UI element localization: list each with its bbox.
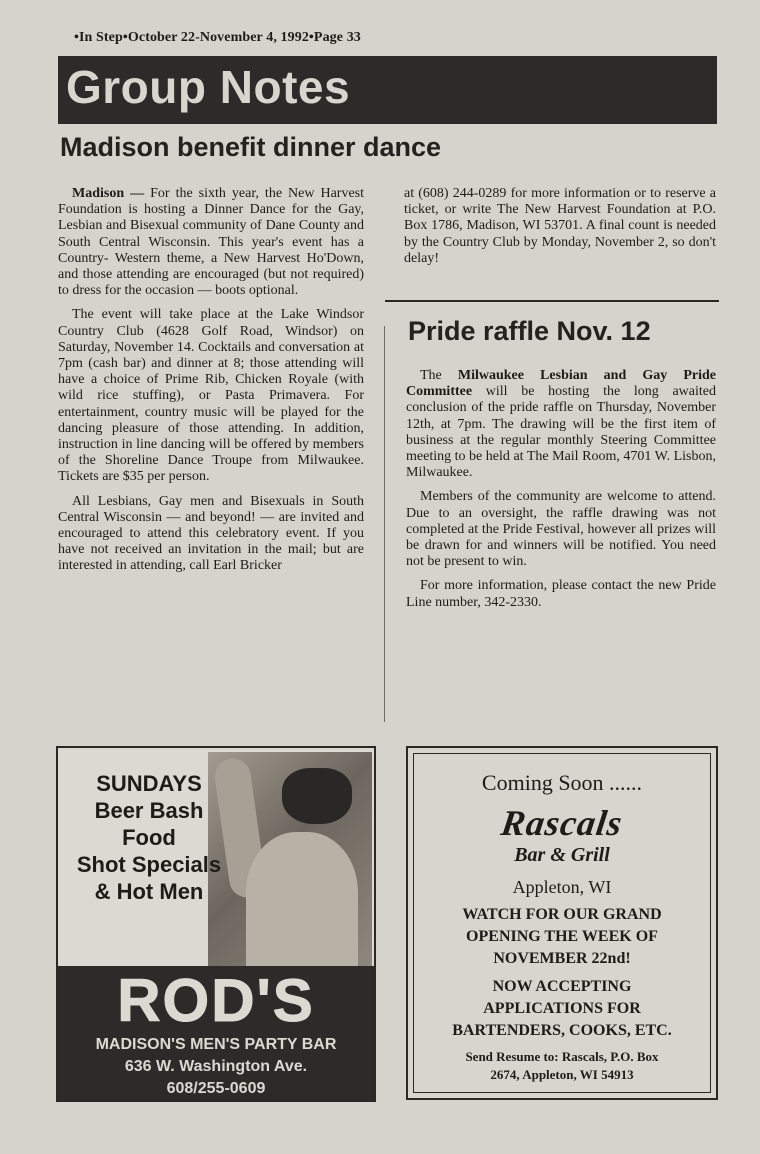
ad-rods-promo-lines [64,770,234,905]
notice-line: NOW ACCEPTING [492,978,632,995]
column-divider [384,326,385,722]
notice-line: NOVEMBER 22nd! [493,950,631,967]
article-headline-madison: Madison benefit dinner dance [60,132,442,162]
rascals-subtitle: Bar & Grill [514,844,610,866]
horizontal-rule [385,300,719,302]
resume-line: 2674, Appleton, WI 54913 [490,1067,634,1082]
article-madison-continued [404,186,716,275]
photo-torso-shape [246,832,358,966]
article-headline-pride-raffle: Pride raffle Nov. 12 [408,316,651,346]
notice-line: BARTENDERS, COOKS, ETC. [452,1022,672,1039]
bar-tagline: MADISON'S MEN'S PARTY BAR [95,1036,337,1053]
bar-address: 636 W. Washington Ave. [124,1058,308,1075]
resume-address [414,1048,710,1084]
section-title: Group Notes [66,61,351,113]
raffle-p1-lead: The [420,368,442,383]
resume-line: Send Resume to: Rascals, P.O. Box [465,1049,659,1064]
notice-line: WATCH FOR OUR GRAND [462,906,662,923]
raffle-p1-rest: will be hosting the long awaited conclusion of the pride raffle on Thursday, November 12th, at 7pm. The drawing will be the first item of business at the regular monthly Steering Committee meeting to be held at The Mail Room, 4701 W. Lisbon, Milwaukee. [406,384,717,481]
notice-line: APPLICATIONS FOR [483,1000,641,1017]
bar-name: ROD'S [117,967,315,1034]
ad-rods [56,746,376,1102]
article-madison-paragraph-4: at (608) 244-0289 for more information or to reserve a ticket, or write The New Harvest Foundation at P.O. Box 1786, Madison, WI 53701. A final count is needed by the Country Club by Monday, November 2, so don't delay! [404,186,716,266]
rascals-logo: Rascals [498,803,626,843]
dateline: Madison — [72,186,145,201]
article-madison-p1-text: For the sixth year, the New Harvest Foundation is hosting a Dinner Dance for the Gay, Lesbian and Bisexual community of Dane County and South Central Wisconsin. This year's event has a Country- Western theme, a New Harvest Ho'Down, and those attending are encouraged (but not required) to dress for the occasion — boots optional. [58,186,364,299]
grand-opening-notice [414,904,710,970]
article-madison-paragraph-2: The event will take place at the Lake Windsor Country Club (4628 Golf Road, Windsor) on Saturday, November 14. Cocktails and conversation at 7pm (cash bar) and dinner at 8; those attending will have a choice of Prime Rib, Chicken Royale (with wild rice stuffing), or Pasta Primavera. For entertainment, country music will be played for the dancing pleasure of those attending. In addition, instruction in line dancing will be offered by members of the Shoreline Dance Troupe from Milwaukee. Tickets are $35 per person. [58,307,364,485]
ad-rascals [406,746,718,1100]
hiring-notice [414,976,710,1042]
promo-line: SUNDAYS [96,771,202,796]
ad-rascals-inner-frame [413,753,711,1093]
notice-line: OPENING THE WEEK OF [466,928,658,945]
article-pride-raffle [406,368,716,619]
promo-line: Food [122,825,176,850]
organization-name: Milwaukee Lesbian and Gay Pride Committee [406,368,716,400]
promo-line: Shot Specials [76,852,222,877]
promo-line: Beer Bash [94,798,204,823]
article-raffle-paragraph-2: Members of the community are welcome to attend. Due to an oversight, the raffle drawing was not completed at the Pride Festival, however all prizes will be drawn for and winners will be notified. You need not be present to win. [406,489,716,570]
ad-rods-footer-band [58,966,374,1100]
rascals-city: Appleton, WI [512,877,612,897]
article-madison-left-column [58,186,364,583]
article-madison-paragraph-1 [58,186,364,299]
running-head: •In Step•October 22-November 4, 1992•Page 33 [74,30,361,45]
coming-soon: Coming Soon ...... [481,770,643,795]
article-madison-paragraph-3: All Lesbians, Gay men and Bisexuals in South Central Wisconsin — and beyond! — are invited and encouraged to attend this celebratory event. If you have not received an invitation in the mail; but are interested in attending, call Earl Bricker [58,493,364,574]
article-raffle-paragraph-1 [406,368,716,481]
promo-line: & Hot Men [94,879,204,904]
bar-phone: 608/255-0609 [166,1080,266,1097]
photo-leather-cap-shape [282,768,352,824]
article-raffle-paragraph-3: For more information, please contact the new Pride Line number, 342-2330. [406,578,716,610]
section-banner [58,56,717,124]
